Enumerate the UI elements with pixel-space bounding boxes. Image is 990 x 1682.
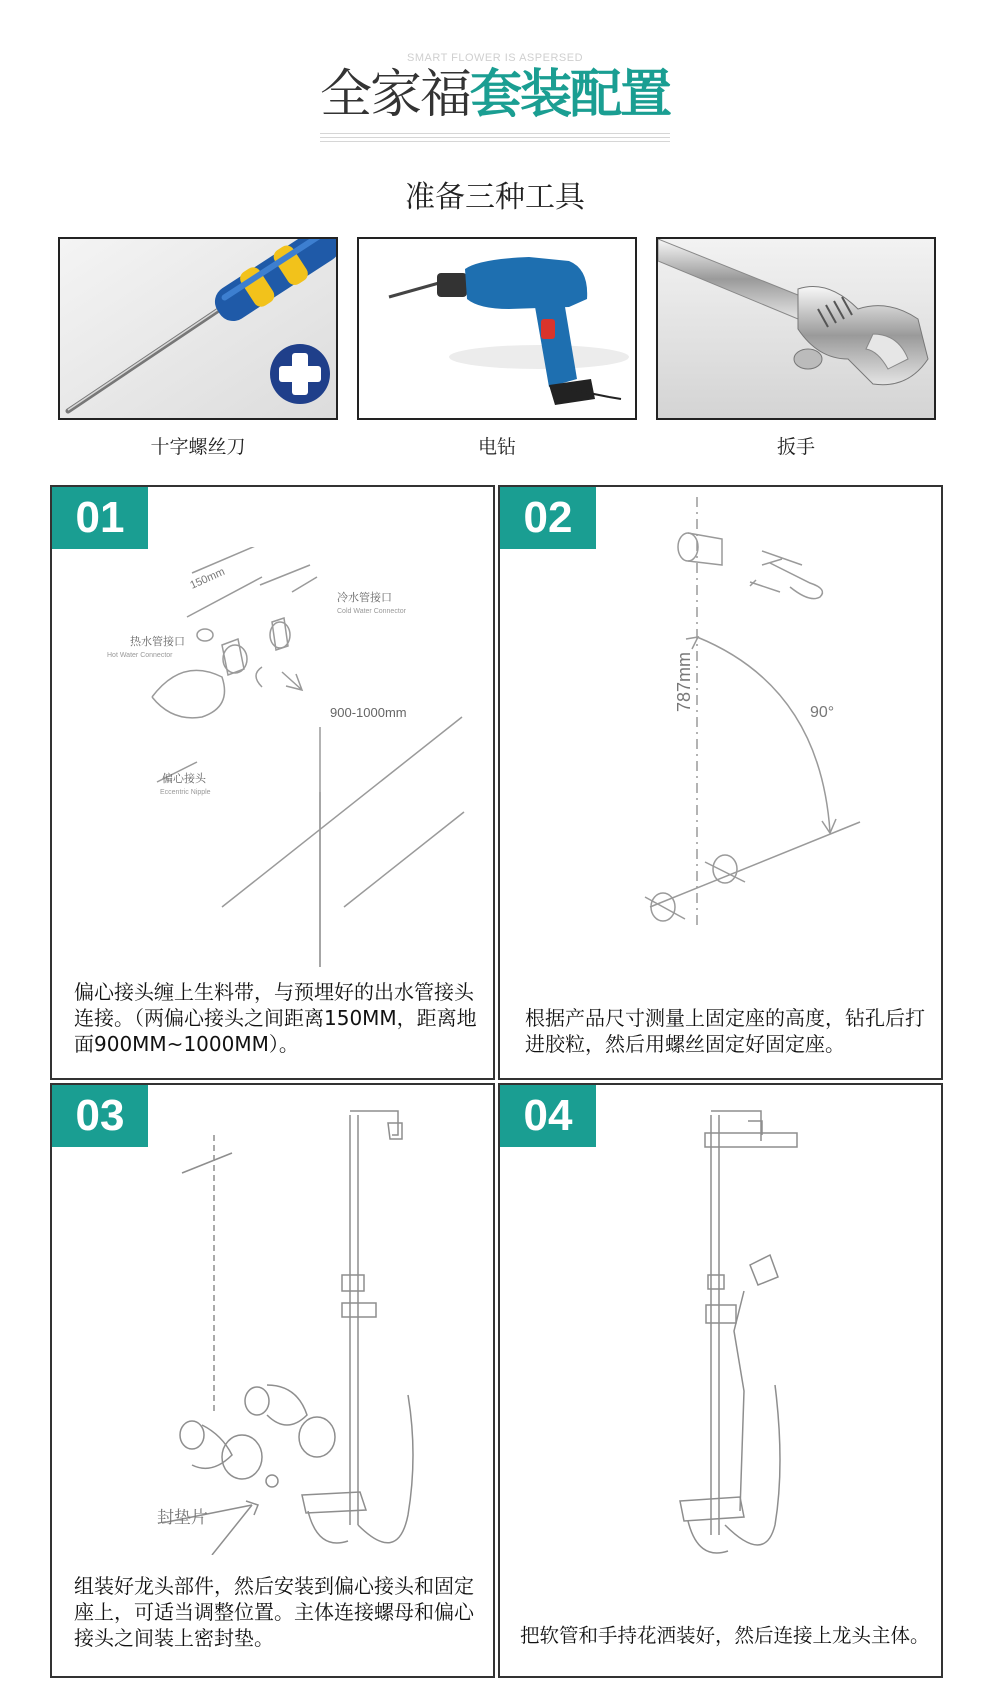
step-card-04 bbox=[498, 1083, 943, 1678]
eccentric-label-en: Eccentric Nipple bbox=[160, 789, 211, 796]
step-number: 02 bbox=[500, 487, 596, 549]
tools-heading: 准备三种工具 bbox=[405, 180, 585, 215]
angle-label: 90° bbox=[810, 704, 835, 721]
screwdriver-image bbox=[58, 237, 338, 420]
step-description: 偏心接头缠上生料带，与预埋好的出水管接头连接。（两偏心接头之间距离150MM，距离地面900MM~1000MM）。 bbox=[74, 980, 477, 1056]
step-number: 04 bbox=[500, 1085, 596, 1147]
page-title-light: 全家福 bbox=[319, 65, 470, 125]
dim-150-label: 150mm bbox=[188, 565, 227, 592]
header-fine-print bbox=[320, 130, 670, 152]
connector-diagram bbox=[52, 547, 493, 967]
step-card-01 bbox=[50, 485, 495, 1080]
tool-label-wrench: 扳手 bbox=[776, 436, 815, 458]
page-title-bold: 套装配置 bbox=[470, 65, 671, 125]
tool-label-drill: 电钻 bbox=[477, 436, 516, 458]
assembly-diagram bbox=[52, 1085, 493, 1555]
dim-height-label: 900-1000mm bbox=[330, 705, 407, 720]
step-description: 组装好龙头部件，然后安装到偏心接头和固定座上，可适当调整位置。主体连接螺母和偏心接头之间装上密封垫。 bbox=[74, 1574, 474, 1650]
hot-water-label: 热水管接口 bbox=[130, 635, 185, 648]
step-description: 根据产品尺寸测量上固定座的高度，钻孔后打进胶粒，然后用螺丝固定好固定座。 bbox=[525, 1006, 925, 1056]
header-subtitle: SMART FLOWER IS ASPERSED bbox=[406, 52, 584, 64]
shower-diagram bbox=[500, 1085, 941, 1595]
hot-water-label-en: Hot Water Connector bbox=[107, 652, 173, 659]
wrench-image bbox=[656, 237, 936, 420]
drill-image bbox=[357, 237, 637, 420]
dim-787-label: 787mm bbox=[674, 651, 694, 712]
eccentric-label: 偏心接头 bbox=[162, 772, 206, 785]
step-card-03 bbox=[50, 1083, 495, 1678]
mounting-diagram bbox=[500, 487, 941, 927]
seal-label: 封垫片 bbox=[157, 1508, 208, 1528]
step-number: 03 bbox=[52, 1085, 148, 1147]
page-title bbox=[0, 60, 990, 130]
tool-label-screwdriver: 十字螺丝刀 bbox=[150, 436, 246, 458]
step-description: 把软管和手持花洒装好，然后连接上龙头主体。 bbox=[520, 1624, 930, 1647]
cold-water-label-en: Cold Water Connector bbox=[337, 608, 406, 615]
step-number: 01 bbox=[52, 487, 148, 549]
cold-water-label: 冷水管接口 bbox=[337, 591, 392, 604]
step-card-02 bbox=[498, 485, 943, 1080]
